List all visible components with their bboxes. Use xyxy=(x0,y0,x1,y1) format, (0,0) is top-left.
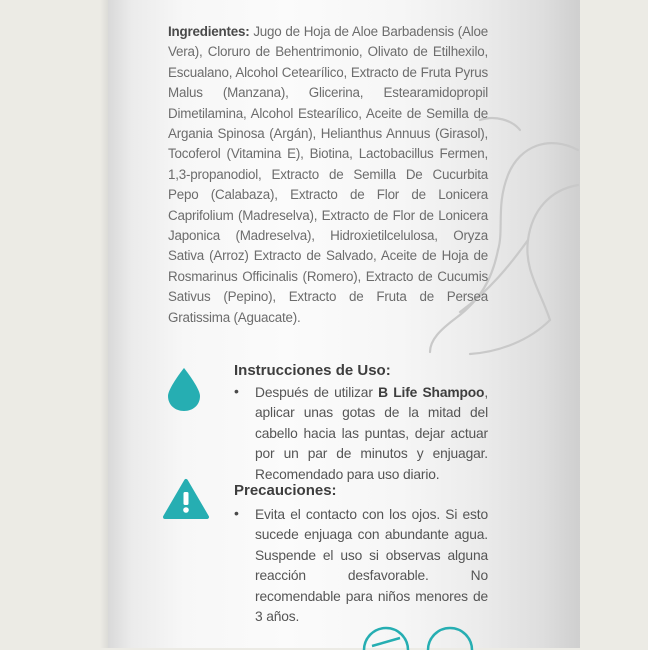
warning-triangle-icon xyxy=(162,478,210,525)
precautions-title: Precauciones: xyxy=(234,482,337,499)
instructions-text-start: Después de utilizar xyxy=(255,385,379,400)
brand-name: B Life Shampoo xyxy=(378,385,485,400)
instructions-bullet: • xyxy=(234,383,239,399)
ingredients-label: Ingredientes: xyxy=(168,24,250,39)
water-drop-icon xyxy=(162,366,206,417)
precautions-text: Evita el contacto con los ojos. Si esto sucede enjuaga con abundante agua. Suspende el uso si observas alguna reacción desfavorable. No recomendable para niños menores de 3 años. xyxy=(255,507,488,625)
ingredients-text: Jugo de Hoja de Aloe Barbadensis (Aloe Vera), Cloruro de Behentrimonio, Olivato de Etilhexilo, Escualano, Alcohol Cetearílico, Extracto de Fruta Pyrus Malus (Manzana), Glicerina, Estearamidopropil Dimetilamina, Alcohol Estearílico, Aceite de Semilla de Argania Spinosa (Argán), Helianthus Annuus (Girasol), Tocoferol (Vitamina E), Biotina, Lactobacillus Fermen, 1,3-propanodiol, Extracto de Semilla De Cucurbita Pepo (Calabaza), Extracto de Flor de Lonicera Caprifolium (Madreselva), Extracto de Flor de Lonicera Japonica (Madreselva), Hidroxietilcelulosa, Oryza Sativa (Arroz) Extracto de Salvado, Aceite de Hoja de Rosmarinus Officinalis (Romero), Extracto de Cucumis Sativus (Pepino), Extracto de Fruta de Persea Gratissima (Aguacate). xyxy=(168,24,488,325)
instructions-title: Instrucciones de Uso: xyxy=(234,362,391,379)
instructions-text xyxy=(255,383,488,485)
ingredients-block xyxy=(168,22,488,328)
badge-circle-left xyxy=(364,628,408,650)
badge-circle-right xyxy=(428,628,472,650)
precautions-bullet: • xyxy=(234,505,239,521)
instructions-text-end: , aplicar unas gotas de la mitad del cabello hacia las puntas, dejar actuar por un par de minutos y enjuagar. Recomendado para uso diario. xyxy=(255,385,488,482)
certification-badges xyxy=(356,620,496,650)
